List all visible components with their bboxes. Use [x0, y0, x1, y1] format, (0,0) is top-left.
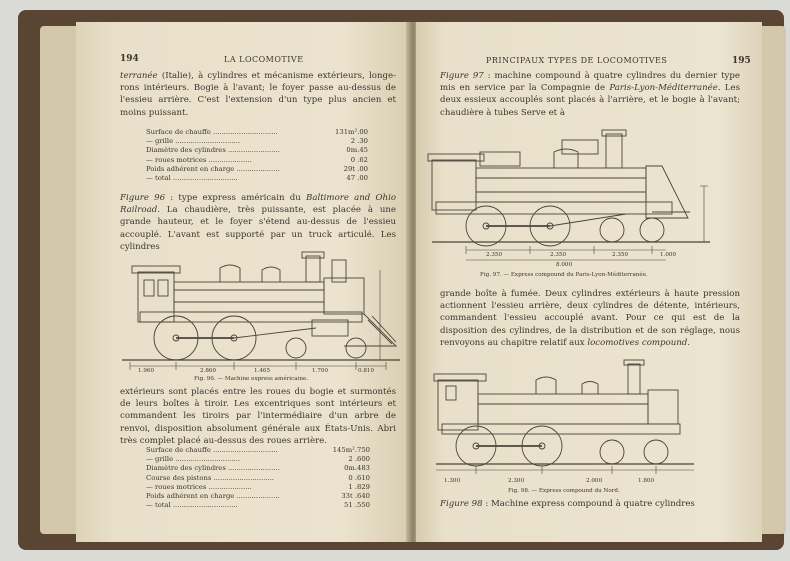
text-run: . La chaudière, très puissante, est placée à une grande hauteur, et le foyer s'étend au-dessus de l'essieu accouplé. L'avant est supporté par un truck articulé. Les cylindres	[120, 205, 396, 252]
spec-table-2	[146, 446, 370, 510]
figure-98-paragraph	[440, 498, 740, 510]
running-head-left: LA LOCOMOTIVE	[224, 55, 304, 64]
intro-paragraph	[120, 70, 396, 119]
figure-96-dimension-1: 1.960	[138, 368, 155, 374]
text-run: : type express américain du	[165, 193, 307, 203]
spec-row	[146, 501, 370, 510]
spec-row	[146, 483, 370, 492]
spec-value: 0m.45	[346, 146, 368, 155]
figure-98-caption: Fig. 98. — Express compound du Nord.	[508, 488, 620, 494]
spec-row	[146, 455, 370, 464]
text-run: Paris-Lyon-Méditerranée	[609, 83, 718, 94]
text-run: : machine compound à quatre cylindres du dernier type mis en service par la Compagnie de	[440, 71, 740, 94]
left-page	[76, 22, 410, 542]
text-run: . Les deux essieux accouplés sont placés à l'arrière, et le bogie à l'avant; chaudière à tubes Serve et à	[440, 83, 740, 118]
figure-97-caption: Fig. 97. — Express compound du Paris-Lyon-Méditerranée.	[480, 272, 648, 278]
figure-97-dimension-3: 2.350	[612, 252, 629, 258]
text-run: (Italie), à cylindres et mécanisme extérieurs, longe-rons intérieurs. Bogie à l'avant; le foyer passe au-dessus de l'essieu arrière. C'est l'extension d'un type plus ancien et moins puissant.	[120, 71, 396, 118]
spec-label: — roues motrices ....................	[146, 482, 252, 491]
figure-96-locomotive-drawing	[116, 250, 406, 374]
spec-label: — roues motrices ....................	[146, 155, 252, 164]
spec-row	[146, 137, 368, 146]
figure-97-dimension-4: 1.000	[660, 252, 677, 258]
figure-96-dimension-3: 1.465	[254, 368, 271, 374]
figure-96-caption: Fig. 96. — Machine express américaine.	[194, 376, 309, 382]
figure-98-dimension-3: 2.000	[586, 478, 603, 484]
spec-value: 29t .00	[343, 164, 368, 173]
figure-96-paragraph	[120, 192, 396, 253]
spec-value: 131m².00	[335, 128, 368, 136]
figure-97-dimension-2: 2.350	[550, 252, 567, 258]
running-head-right: PRINCIPAUX TYPES DE LOCOMOTIVES	[486, 56, 668, 65]
right-page-edges	[758, 26, 786, 534]
spec-value: 0 .62	[350, 155, 368, 164]
spec-label: Poids adhérent en charge ....................	[146, 164, 280, 173]
text-run: Baltimore and Ohio Railroad	[120, 193, 397, 216]
text-run: Figure 98	[440, 499, 483, 509]
spec-value: 51 .550	[344, 501, 370, 510]
spec-label: Diamètre des cylindres ........................	[146, 146, 280, 155]
spec-value: 145m².750	[332, 446, 370, 454]
open-book	[18, 10, 784, 550]
spec-value: 1 .829	[348, 482, 370, 491]
spec-label: — total ..............................	[146, 173, 238, 182]
figure-96-dimension-4: 1.700	[312, 368, 329, 374]
text-run: .	[687, 337, 691, 348]
figure-98-dimension-1: 1.300	[444, 478, 461, 484]
right-middle-paragraph	[440, 288, 740, 349]
spec-value: 0m.483	[344, 464, 370, 473]
page-number-right: 195	[732, 56, 751, 66]
spec-label: Diamètre des cylindres ........................	[146, 464, 280, 473]
figure-97-overall-length: 8.000	[556, 262, 573, 268]
spec-value: 47 .00	[346, 173, 368, 182]
figure-98-dimension-4: 1.800	[638, 478, 655, 484]
figure-96-dimension-2: 2.860	[200, 368, 217, 374]
spec-label: Poids adhérent en charge ....................	[146, 491, 280, 500]
spec-label: Surface de chauffe ..............................	[146, 128, 278, 136]
spec-label: Surface de chauffe ..............................	[146, 446, 278, 454]
spec-value: 2 .600	[348, 455, 370, 464]
text-run: locomotives compound	[587, 337, 688, 348]
spec-row	[146, 174, 368, 183]
spec-row	[146, 146, 368, 155]
spec-value: 33t .640	[341, 491, 370, 500]
text-run: : Machine express compound à quatre cylindres	[482, 499, 695, 509]
spec-label: — grille ..............................	[146, 455, 241, 464]
right-page	[416, 22, 762, 542]
spec-label: Course des pistons ............................	[146, 473, 274, 482]
page-number-left: 194	[120, 54, 139, 64]
text-run: Figure 96	[120, 193, 166, 203]
figure-98-dimension-2: 2.300	[508, 478, 525, 484]
spec-row	[146, 165, 368, 174]
figure-98-locomotive-drawing	[432, 354, 722, 474]
spec-row	[146, 156, 368, 165]
left-body-paragraph: extérieurs sont placés entre les roues du bogie et surmontés de leurs boîtes à tiroir. Les excentriques sont intérieurs et commandent les tiroirs par l'intermédiaire d'un arbre de renvoi, disposition absolument générale aux États-Unis. Abri très complet placé au-dessus des roues arrière.	[120, 387, 396, 446]
spec-row	[146, 464, 370, 473]
spec-row	[146, 492, 370, 501]
spec-value: 2 .30	[350, 137, 368, 146]
figure-97-locomotive-drawing	[426, 126, 726, 266]
spec-label: — total ..............................	[146, 501, 238, 510]
spec-table-1	[146, 128, 368, 183]
text-run: grande boîte à fumée. Deux cylindres extérieurs à haute pression actionnent l'essieu arrière, deux cylindres de détente, intérieurs, commandent l'essieu accouplé avant. Pour ce qui est de la disposition des cylindres, de la distribution et de son réglage, nous renvoyons au chapitre relatif aux	[440, 289, 740, 348]
spec-row	[146, 446, 370, 455]
text-run: terranée	[120, 71, 158, 81]
figure-97-dimension-1: 2.350	[486, 252, 503, 258]
figure-96-dimension-5: 0.810	[358, 368, 375, 374]
spec-value: 0 .610	[348, 473, 370, 482]
text-run: Figure 97	[440, 71, 484, 81]
spec-row	[146, 128, 368, 137]
figure-97-paragraph	[440, 70, 740, 119]
spec-row	[146, 474, 370, 483]
spec-label: — grille ..............................	[146, 137, 241, 146]
